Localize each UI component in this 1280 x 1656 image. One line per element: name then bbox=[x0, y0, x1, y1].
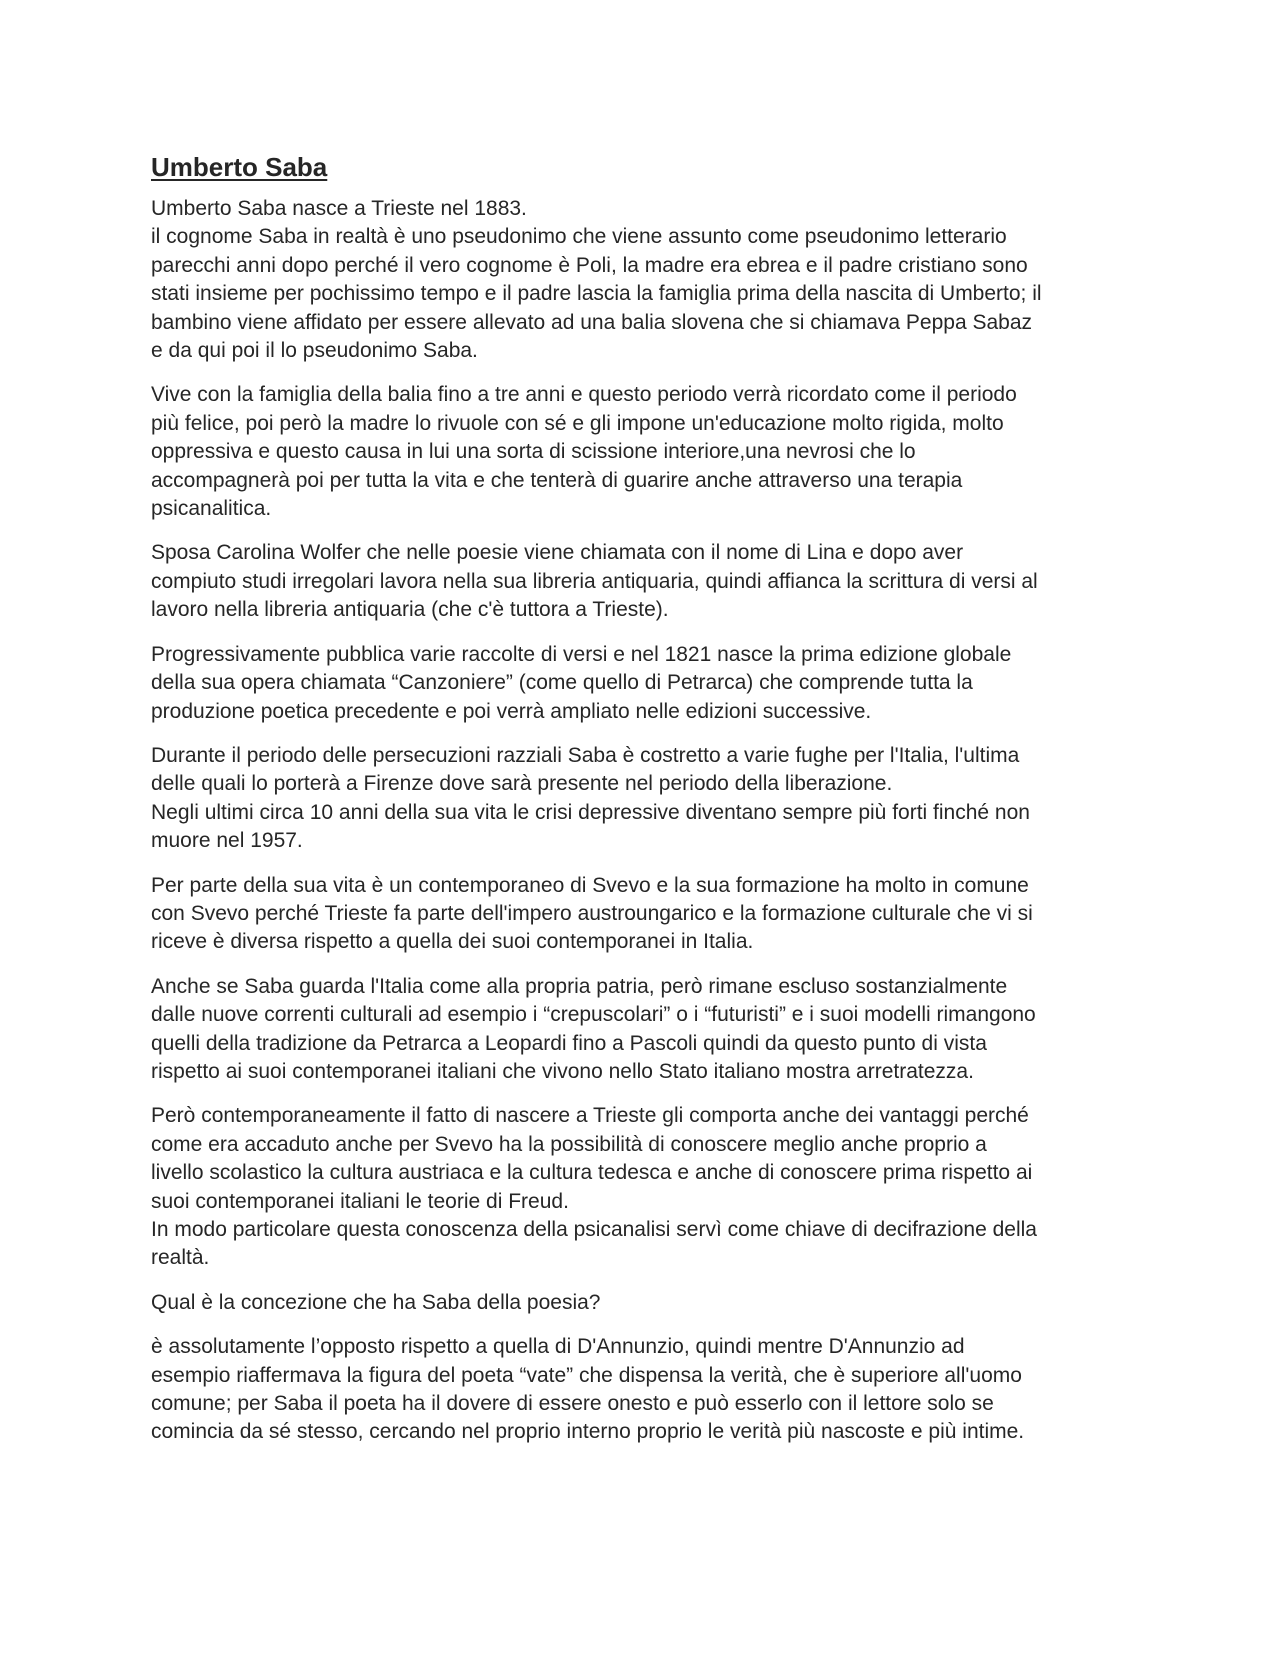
paragraph bbox=[151, 973, 1141, 1087]
text-line: Umberto Saba nasce a Trieste nel 1883. bbox=[151, 197, 527, 220]
paragraph bbox=[151, 872, 1141, 957]
text-line: più felice, poi però la madre lo rivuole con sé e gli impone un'educazione molto rigida, molto bbox=[151, 411, 1004, 435]
text-line: Progressivamente pubblica varie raccolte di versi e nel 1821 nasce la prima edizione globale bbox=[151, 642, 1012, 666]
text-line: Qual è la concezione che ha Saba della poesia? bbox=[151, 1290, 601, 1314]
text-line: Anche se Saba guarda l'Italia come alla propria patria, però rimane escluso sostanzialmente bbox=[151, 974, 1008, 998]
text-line: muore nel 1957. bbox=[151, 829, 303, 853]
text-line: riceve è diversa rispetto a quella dei suoi contemporanei in Italia. bbox=[151, 930, 754, 954]
text-line: il cognome Saba in realtà è uno pseudonimo che viene assunto come pseudonimo letterario bbox=[151, 225, 1007, 249]
paragraph bbox=[151, 381, 1141, 523]
text-line: e da qui poi il lo pseudonimo Saba. bbox=[151, 339, 478, 363]
text-line: Per parte della sua vita è un contemporaneo di Svevo e la sua formazione ha molto in comune bbox=[151, 873, 1029, 897]
text-line: delle quali lo porterà a Firenze dove sarà presente nel periodo della liberazione. bbox=[151, 772, 893, 796]
paragraph bbox=[151, 1333, 1141, 1447]
text-line: con Svevo perché Trieste fa parte dell'impero austroungarico e la formazione culturale che vi si bbox=[151, 901, 1033, 925]
text-line: come era accaduto anche per Svevo ha la possibilità di conoscere meglio anche proprio a bbox=[151, 1132, 987, 1156]
paragraph bbox=[151, 539, 1141, 624]
text-line: compiuto studi irregolari lavora nella sua libreria antiquaria, quindi affianca la scrittura di versi al bbox=[151, 569, 1038, 593]
text-line: Sposa Carolina Wolfer che nelle poesie viene chiamata con il nome di Lina e dopo aver bbox=[151, 541, 964, 565]
paragraph-list bbox=[151, 195, 1141, 1447]
text-line: stati insieme per pochissimo tempo e il padre lascia la famiglia prima della nascita di Umberto; il bbox=[151, 282, 1042, 306]
paragraph bbox=[151, 641, 1141, 726]
text-line: comincia da sé stesso, cercando nel proprio interno proprio le verità più nascoste e più intime. bbox=[151, 1420, 1025, 1444]
text-line: livello scolastico la cultura austriaca e la cultura tedesca e anche di conoscere prima rispetto ai bbox=[151, 1161, 1033, 1185]
text-line: dalle nuove correnti culturali ad esempio i “crepuscolari” o i “futuristi” e i suoi modelli rimangono bbox=[151, 1003, 1036, 1027]
text-line: produzione poetica precedente e poi verrà ampliato nelle edizioni successive. bbox=[151, 699, 872, 723]
text-line: realtà. bbox=[151, 1246, 210, 1270]
text-line: suoi contemporanei italiani le teorie di Freud. bbox=[151, 1189, 569, 1213]
document-title: Umberto Saba bbox=[151, 152, 328, 182]
text-line: In modo particolare questa conoscenza della psicanalisi servì come chiave di decifrazione della bbox=[151, 1218, 1037, 1241]
text-line: parecchi anni dopo perché il vero cognome è Poli, la madre era ebrea e il padre cristiano sono bbox=[151, 253, 1028, 277]
paragraph bbox=[151, 195, 1141, 365]
text-line: Durante il periodo delle persecuzioni razziali Saba è costretto a varie fughe per l'Italia, l'ultima bbox=[151, 743, 1020, 767]
text-line: della sua opera chiamata “Canzoniere” (come quello di Petrarca) che comprende tutta la bbox=[151, 671, 973, 695]
text-line: rispetto ai suoi contemporanei italiani che vivono nello Stato italiano mostra arretratezza. bbox=[151, 1059, 974, 1083]
text-line: Negli ultimi circa 10 anni della sua vita le crisi depressive diventano sempre più forti finché non bbox=[151, 800, 1030, 824]
text-line: psicanalitica. bbox=[151, 497, 272, 521]
text-line: oppressiva e questo causa in lui una sorta di scissione interiore,una nevrosi che lo bbox=[151, 440, 916, 464]
paragraph bbox=[151, 742, 1141, 856]
text-line: Vive con la famiglia della balia fino a tre anni e questo periodo verrà ricordato come il periodo bbox=[151, 383, 1017, 407]
text-line: Però contemporaneamente il fatto di nascere a Trieste gli comporta anche dei vantaggi perché bbox=[151, 1104, 1029, 1128]
text-line: bambino viene affidato per essere allevato ad una balia slovena che si chiamava Peppa Sabaz bbox=[151, 310, 1033, 334]
text-line: comune; per Saba il poeta ha il dovere di essere onesto e può esserlo con il lettore solo se bbox=[151, 1392, 994, 1416]
paragraph bbox=[151, 1289, 1141, 1317]
text-line: è assolutamente l’opposto rispetto a quella di D'Annunzio, quindi mentre D'Annunzio ad bbox=[151, 1335, 965, 1359]
text-line: accompagnerà poi per tutta la vita e che tenterà di guarire anche attraverso una terapia bbox=[151, 468, 963, 492]
paragraph bbox=[151, 1102, 1141, 1272]
text-line: esempio riaffermava la figura del poeta “vate” che dispensa la verità, che è superiore all'uomo bbox=[151, 1363, 1022, 1387]
text-line: lavoro nella libreria antiquaria (che c'è tuttora a Trieste). bbox=[151, 598, 669, 622]
document-body bbox=[151, 150, 1141, 1463]
text-line: quelli della tradizione da Petrarca a Leopardi fino a Pascoli quindi da questo punto di vista bbox=[151, 1031, 987, 1055]
